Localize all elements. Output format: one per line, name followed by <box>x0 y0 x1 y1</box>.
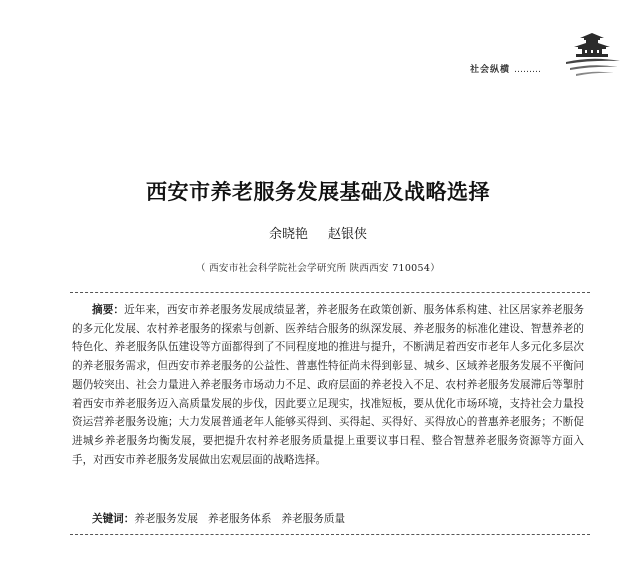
abstract-text: 近年来，西安市养老服务发展成绩显著，养老服务在政策创新、服务体系构建、社区居家养老服务的多元化发展、农村养老服务的探索与创新、医养结合服务的纵深发展、养老服务的标准化建设、智慧养老的特色化、养老服务队伍建设等方面都得到了不同程度地的推进与提升，不断满足着西安市老年人多元化多层次的养老服务需求，但西安市养老服务的公益性、普惠性特征尚未得到彰显、城乡、区域养老服务发展不平衡问题仍较突出、社会力量进入养老服务市场动力不足、政府层面的养老投入不足、农村养老服务发展滞后等掣肘着西安市养老服务迈入高质量发展的步伐，因此要立足现实，找准短板，要从优化市场环境，支持社会力量投资运营养老服务设施；大力发展普通老年人能够买得到、买得起、买得好、买得放心的普惠养老服务；不断促进城乡养老服务均衡发展，要把提升农村养老服务质量提上重要议事日程、整合智慧养老服务资源等方面入手，对西安市养老服务发展做出宏观层面的战略选择。 <box>72 304 584 466</box>
column-header <box>470 62 541 75</box>
affiliation: （ 西安市社会科学院社会学研究所 陕西西安 710054） <box>195 263 441 274</box>
author-name: 赵银侠 <box>328 227 368 242</box>
divider <box>70 534 590 535</box>
abstract <box>72 301 584 469</box>
keyword: 养老服务质量 <box>281 513 346 525</box>
pagoda-logo-icon <box>562 30 622 80</box>
keywords <box>92 511 592 526</box>
keyword: 养老服务发展 <box>134 513 198 525</box>
abstract-label: 摘要： <box>92 304 125 316</box>
authors <box>0 223 636 242</box>
column-name: 社会纵横 <box>470 65 511 75</box>
keywords-label: 关键词： <box>92 513 135 525</box>
divider <box>70 292 590 293</box>
column-dots: ……… <box>514 65 542 75</box>
keyword: 养老服务体系 <box>207 513 272 525</box>
author-name: 余晓艳 <box>268 227 308 242</box>
article-title: 西安市养老服务发展基础及战略选择 <box>146 180 490 204</box>
